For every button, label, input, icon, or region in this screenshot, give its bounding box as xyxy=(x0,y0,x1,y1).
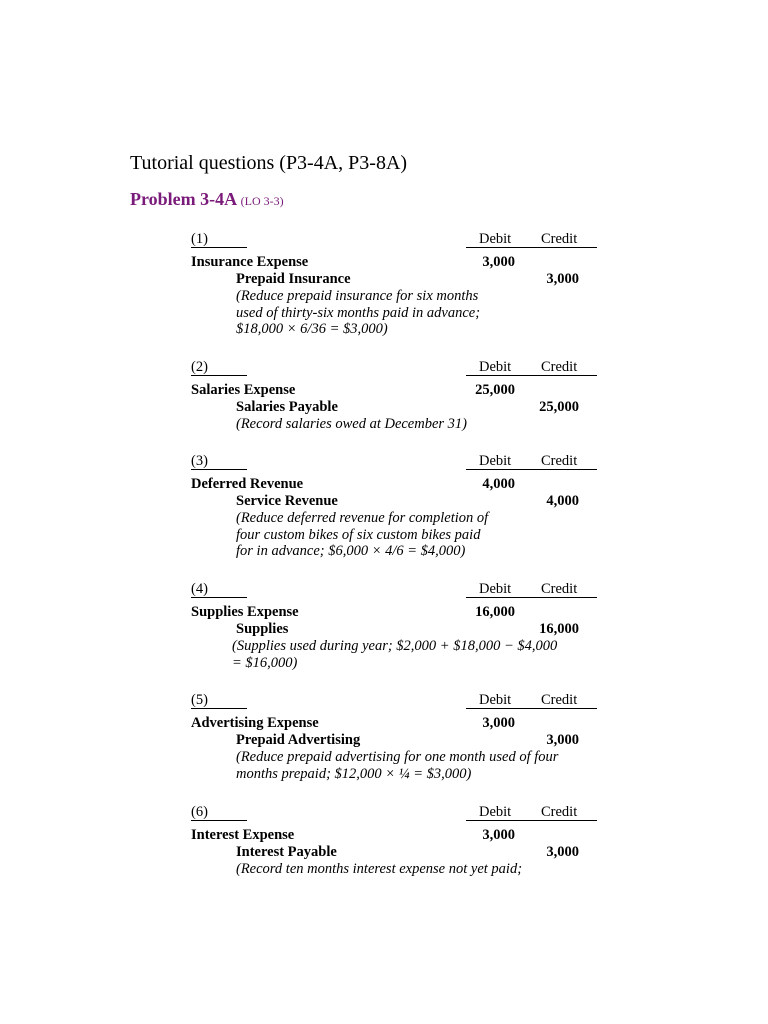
credit-amount: 3,000 xyxy=(546,732,579,748)
credit-amount: 3,000 xyxy=(546,271,579,287)
explanation-line: (Supplies used during year; $2,000 + $18,000 − $4,000 xyxy=(232,638,558,654)
debit-line xyxy=(191,254,597,271)
credit-line xyxy=(191,621,597,638)
debit-account: Deferred Revenue xyxy=(191,476,304,492)
debit-account: Salaries Expense xyxy=(191,382,296,398)
debit-amount: 4,000 xyxy=(482,476,515,492)
debit-header: Debit xyxy=(479,359,512,375)
debit-account: Insurance Expense xyxy=(191,254,309,270)
entry-header xyxy=(191,692,597,709)
credit-header: Credit xyxy=(541,581,578,597)
credit-account: Prepaid Insurance xyxy=(236,271,351,287)
debit-line xyxy=(191,827,597,844)
credit-line xyxy=(191,271,597,288)
credit-account: Supplies xyxy=(236,621,289,637)
column-headers xyxy=(466,581,597,598)
credit-account: Prepaid Advertising xyxy=(236,732,361,748)
entry-explanation xyxy=(236,749,597,782)
credit-line xyxy=(191,493,597,510)
debit-amount: 3,000 xyxy=(482,254,515,270)
journal-entry-4 xyxy=(191,581,597,671)
debit-amount: 25,000 xyxy=(475,382,515,398)
credit-amount: 3,000 xyxy=(546,844,579,860)
journal-entry-5 xyxy=(191,692,597,782)
journal-entry-6 xyxy=(191,804,597,878)
explanation-line: (Reduce prepaid insurance for six months xyxy=(236,288,479,304)
debit-line xyxy=(191,604,597,621)
explanation-line: (Reduce deferred revenue for completion of xyxy=(236,510,489,526)
entry-number: (6) xyxy=(191,804,247,821)
credit-amount: 25,000 xyxy=(539,399,579,415)
debit-account: Advertising Expense xyxy=(191,715,319,731)
credit-account: Service Revenue xyxy=(236,493,338,509)
debit-amount: 3,000 xyxy=(482,827,515,843)
credit-amount: 4,000 xyxy=(546,493,579,509)
debit-amount: 3,000 xyxy=(482,715,515,731)
entry-explanation xyxy=(236,861,597,878)
debit-account: Interest Expense xyxy=(191,827,295,843)
explanation-line: used of thirty-six months paid in advance; xyxy=(236,304,481,321)
explanation-line: $18,000 × 6/36 = $3,000) xyxy=(236,321,388,337)
entry-explanation xyxy=(236,510,597,560)
explanation-line: (Record salaries owed at December 31) xyxy=(236,416,468,432)
entry-header xyxy=(191,453,597,470)
journal-entry-2 xyxy=(191,359,597,433)
entry-number: (2) xyxy=(191,359,247,376)
credit-header: Credit xyxy=(541,453,578,469)
explanation-line: (Record ten months interest expense not yet paid; xyxy=(236,861,523,877)
credit-account: Interest Payable xyxy=(236,844,337,860)
credit-line xyxy=(191,399,597,416)
explanation-line: (Reduce prepaid advertising for one month used of four xyxy=(236,749,559,765)
credit-header: Credit xyxy=(541,804,578,820)
learning-objective: (LO 3-3) xyxy=(240,194,284,208)
debit-header: Debit xyxy=(479,581,512,597)
debit-header: Debit xyxy=(479,692,512,708)
entry-header xyxy=(191,231,597,248)
credit-header: Credit xyxy=(541,231,578,247)
entry-explanation xyxy=(236,288,597,338)
entry-header xyxy=(191,581,597,598)
debit-line xyxy=(191,476,597,493)
credit-header: Credit xyxy=(541,359,578,375)
debit-amount: 16,000 xyxy=(475,604,515,620)
entry-number: (5) xyxy=(191,692,247,709)
entry-explanation xyxy=(232,638,597,671)
page-heading: Tutorial questions (P3-4A, P3-8A) xyxy=(130,152,408,174)
entry-explanation xyxy=(236,416,597,433)
problem-title-text: Problem 3-4A xyxy=(130,189,237,209)
column-headers xyxy=(466,359,597,376)
entry-header xyxy=(191,359,597,376)
column-headers xyxy=(466,231,597,248)
problem-title xyxy=(130,189,284,210)
credit-account: Salaries Payable xyxy=(236,399,338,415)
debit-line xyxy=(191,715,597,732)
credit-header: Credit xyxy=(541,692,578,708)
entry-header xyxy=(191,804,597,821)
entry-number: (3) xyxy=(191,453,247,470)
debit-line xyxy=(191,382,597,399)
journal-entry-1 xyxy=(191,231,597,338)
debit-header: Debit xyxy=(479,453,512,469)
column-headers xyxy=(466,692,597,709)
entry-number: (1) xyxy=(191,231,247,248)
credit-line xyxy=(191,844,597,861)
explanation-line: four custom bikes of six custom bikes paid xyxy=(236,526,481,543)
debit-header: Debit xyxy=(479,804,512,820)
debit-header: Debit xyxy=(479,231,512,247)
entry-number: (4) xyxy=(191,581,247,598)
explanation-line: = $16,000) xyxy=(232,654,298,671)
journal-entry-3 xyxy=(191,453,597,560)
credit-amount: 16,000 xyxy=(539,621,579,637)
column-headers xyxy=(466,453,597,470)
debit-account: Supplies Expense xyxy=(191,604,299,620)
column-headers xyxy=(466,804,597,821)
credit-line xyxy=(191,732,597,749)
explanation-line: months prepaid; $12,000 × ¼ = $3,000) xyxy=(236,765,472,782)
explanation-line: for in advance; $6,000 × 4/6 = $4,000) xyxy=(236,543,466,559)
